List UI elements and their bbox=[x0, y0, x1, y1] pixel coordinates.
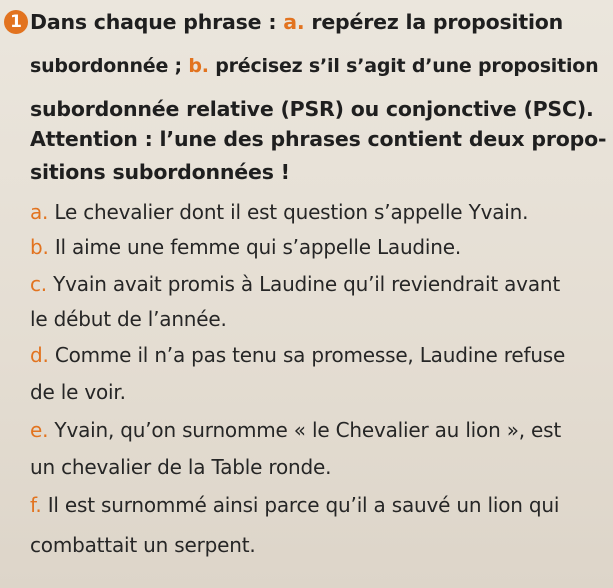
sentence-c-continued: le début de l’année. bbox=[30, 307, 227, 331]
instruction-line-4: Attention : l’une des phrases contient deux propo- bbox=[30, 127, 607, 151]
exercise-number-badge: 1 bbox=[4, 10, 28, 34]
item-text: Il aime une femme qui s’appelle Laudine. bbox=[48, 235, 462, 259]
instruction-text: précisez s’il s’agit d’une proposition bbox=[208, 55, 599, 77]
item-text: Comme il n’a pas tenu sa promesse, Laudine refuse bbox=[48, 343, 566, 367]
item-letter: b. bbox=[30, 235, 49, 259]
sentence-d-continued: de le voir. bbox=[30, 380, 126, 404]
instruction-line-2 bbox=[30, 55, 599, 77]
instruction-letter-a: a. bbox=[283, 10, 305, 34]
sentence-c bbox=[30, 272, 560, 296]
instruction-text: Dans chaque phrase : bbox=[30, 10, 284, 34]
item-letter: d. bbox=[30, 343, 49, 367]
item-letter: f. bbox=[30, 493, 42, 517]
sentence-a bbox=[30, 200, 528, 224]
item-text: Il est surnommé ainsi parce qu’il a sauvé un lion qui bbox=[41, 493, 560, 517]
instruction-text: repérez la proposition bbox=[304, 10, 564, 34]
instruction-line-1 bbox=[30, 10, 563, 34]
instruction-line-3: subordonnée relative (PSR) ou conjonctive (PSC). bbox=[30, 97, 594, 121]
item-letter: e. bbox=[30, 418, 49, 442]
sentence-d bbox=[30, 343, 565, 367]
sentence-f bbox=[30, 493, 559, 517]
item-text: Yvain, qu’on surnomme « le Chevalier au lion », est bbox=[48, 418, 562, 442]
sentence-e-continued: un chevalier de la Table ronde. bbox=[30, 455, 332, 479]
item-letter: a. bbox=[30, 200, 49, 224]
instruction-line-5: sitions subordonnées ! bbox=[30, 160, 290, 184]
sentence-b bbox=[30, 235, 461, 259]
instruction-letter-b: b. bbox=[188, 55, 209, 77]
sentence-e bbox=[30, 418, 561, 442]
item-letter: c. bbox=[30, 272, 47, 296]
instruction-text: subordonnée ; bbox=[30, 55, 189, 77]
item-text: Yvain avait promis à Laudine qu’il reviendrait avant bbox=[46, 272, 560, 296]
item-text: Le chevalier dont il est question s’appelle Yvain. bbox=[48, 200, 529, 224]
sentence-f-continued: combattait un serpent. bbox=[30, 533, 256, 557]
